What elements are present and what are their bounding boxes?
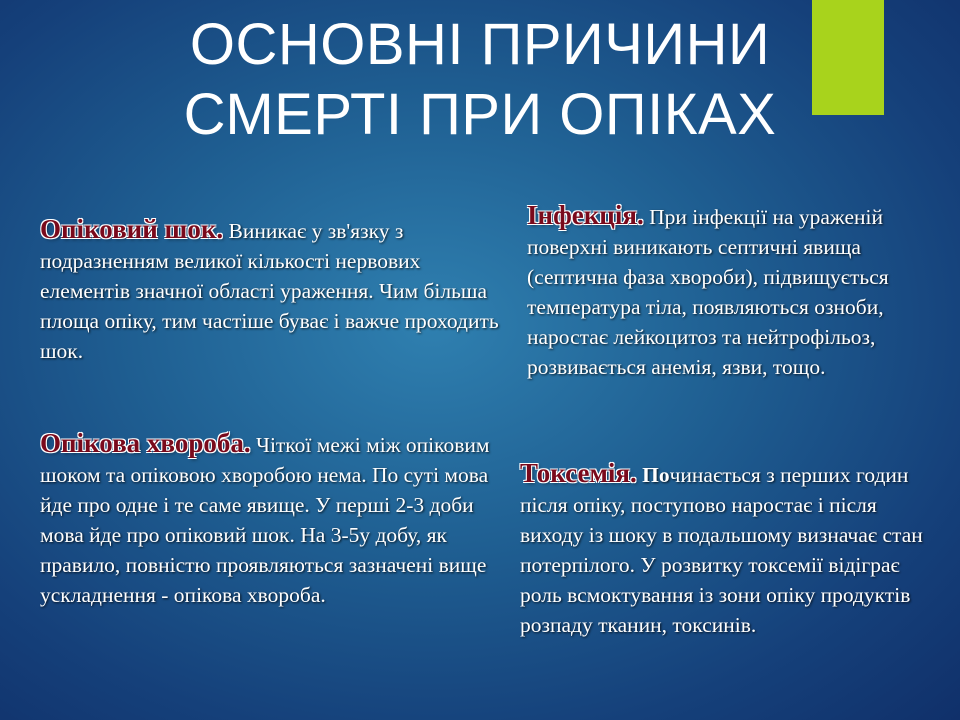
title-line-2: СМЕРТІ ПРИ ОПІКАХ (183, 82, 777, 147)
slide-title (160, 10, 800, 150)
title-line-1: ОСНОВНІ ПРИЧИНИ (189, 12, 771, 77)
text-block-burn-shock (40, 214, 510, 366)
heading-toxemia: Токсемія. (520, 458, 637, 488)
accent-bar (812, 0, 884, 115)
body-toxemia: чинається з перших годин після опіку, поступово наростає і після виходу із шоку в подальшому визначає стан потерпілого. У розвитку токсемії відіграє роль всмоктування із зони опіку продуктів розпаду тканин, токсинів. (520, 463, 923, 637)
text-block-infection (527, 200, 947, 382)
heading-burn-shock: Опіковий шок. (40, 214, 224, 244)
body-burn-disease: Чіткої межі між опіковим шоком та опіковою хворобою нема. По суті мова йде про одне і те саме явище. У перші 2-3 доби мова йде про опіковий шок. На 3-5у добу, як правило, повністю проявляються зазначені вище ускладнення - опікова хвороба. (40, 433, 490, 607)
heading-burn-disease: Опікова хвороба. (40, 428, 251, 458)
body-burn-shock: Виникає у зв'язку з подразненням великої кількості нервових елементів значної області ураження. Чим більша площа опіку, тим частіше буває і важче проходить шок. (40, 219, 499, 363)
text-block-burn-disease (40, 428, 490, 610)
body-infection: При інфекції на ураженій поверхні виникають септичні явища (септична фаза хвороби), підвищується температура тіла, появляються озноби, наростає лейкоцитоз та нейтрофільоз, розвивається анемія, язви, тощо. (527, 205, 889, 379)
text-block-toxemia (520, 458, 945, 640)
lead-toxemia: По (636, 463, 670, 487)
heading-infection: Інфекція. (527, 200, 644, 230)
